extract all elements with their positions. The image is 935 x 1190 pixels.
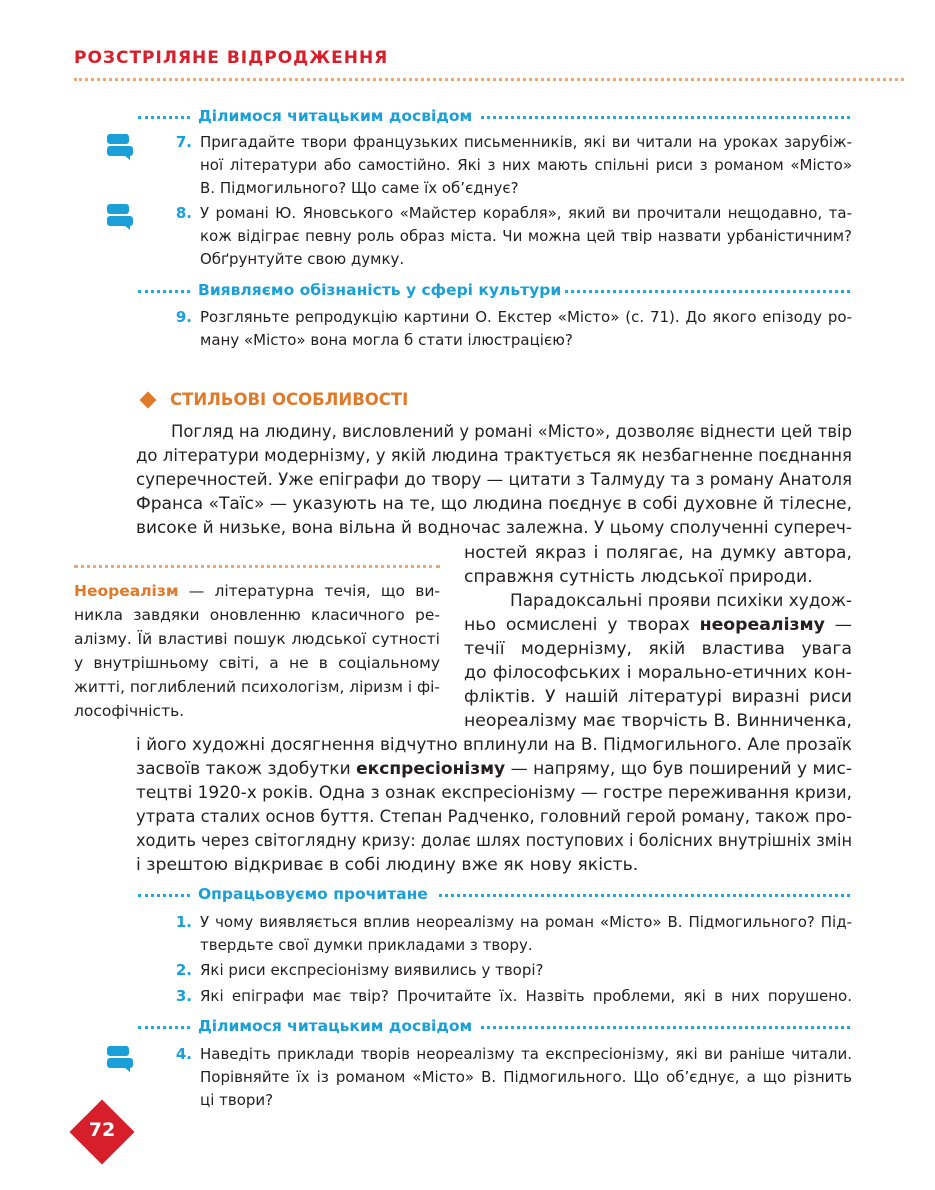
question-number: 4.: [175, 1045, 192, 1063]
definition-term: Неореалізм: [74, 582, 179, 600]
text-line: ходить через світоглядну кризу: долає шлях поступових і болісних внутрішніх змін: [136, 831, 852, 851]
definition-line: [74, 580, 440, 604]
question-line: В. Підмогильного? Що саме їх об’єднує?: [200, 179, 519, 197]
question-number: 2.: [175, 961, 192, 979]
question-line: Розгляньте репродукцію картини О. Екстер «Місто» (с. 71). До якого епізоду ро-: [200, 308, 852, 326]
text-segment: — напряму, що був поширений у мис-: [505, 759, 852, 779]
question-number: 7.: [175, 133, 192, 151]
section-title-share1: Ділимося читацьким досвідом: [190, 107, 480, 125]
section-bar-share1: [138, 107, 850, 127]
text-segment: — літературна течія, що ви-: [178, 582, 440, 600]
question-line: Порівняйте їх із романом «Місто» В. Підмогильного. Що об’єднує, а що різнить: [200, 1068, 852, 1086]
text-line: суперечностей. Уже епіграфи до твору — цитати з Талмуду та з роману Анатоля: [136, 470, 852, 490]
text-line: високе й низьке, вона вільна й водночас залежна. У цьому сполученні супереч-: [136, 518, 852, 538]
text-line: ностей якраз і полягає, на думку автора,: [464, 543, 852, 563]
definition-line: житті, поглиблений психологізм, ліризм і фі-: [74, 678, 440, 696]
definition-line: лософічність.: [74, 702, 185, 720]
question-line: У чому виявляється вплив неореалізму на роман «Місто» В. Підмогильного? Під-: [200, 913, 852, 931]
definition-line: алізму. Їй властиві пошук людської сутності: [74, 630, 440, 648]
definition-line: никла завдяки оновленню класичного ре-: [74, 606, 440, 624]
text-line: течії модернізму, якій властива увага: [464, 639, 852, 659]
question-number: 9.: [175, 308, 192, 326]
section-bar-process: [138, 885, 850, 905]
question-number: 1.: [175, 913, 192, 931]
question-line: Обґрунтуйте свою думку.: [200, 250, 405, 268]
section-title-share2: Ділимося читацьким досвідом: [190, 1017, 480, 1035]
chat-bubble-icon: [104, 131, 134, 161]
definition-line: у внутрішньому світі, а не в соціальному: [74, 654, 440, 672]
question-line: ману «Місто» вона могла б стати ілюстрацією?: [200, 331, 573, 349]
header-divider: [74, 78, 904, 81]
question-number: 8.: [175, 204, 192, 222]
text-line: [464, 613, 852, 637]
text-segment: ньо осмислені у творах: [464, 615, 700, 635]
question-line: Які епіграфи має твір? Прочитайте їх. Назвіть проблеми, які в них порушено.: [200, 987, 852, 1005]
text-line: до філософських і морально-етичних кон-: [464, 663, 852, 683]
section-title-process: Опрацьовуємо прочитане: [190, 885, 436, 903]
text-line: [136, 757, 852, 781]
text-line: і зрештою відкриває в собі людину вже як нову якість.: [136, 855, 639, 875]
text-line: неореалізму має творчість В. Винниченка,: [464, 711, 852, 731]
section-bar-culture: [138, 281, 850, 301]
sidebar-divider: [74, 565, 440, 568]
text-segment: засвоїв також здобутки: [136, 759, 357, 779]
chat-bubble-icon: [104, 1043, 134, 1073]
running-header: РОЗСТРІЛЯНЕ ВІДРОДЖЕННЯ: [74, 48, 389, 68]
question-line: кож відіграє певну роль образ міста. Чи можна цей твір назвати урбаністичним?: [200, 227, 852, 245]
text-segment: —: [824, 615, 852, 635]
text-line: фліктів. У нашій літературі виразні риси: [464, 687, 852, 707]
question-number: 3.: [175, 987, 192, 1005]
text-line: Франса «Таїс» — указують на те, що людина поєднує в собі духовне й тілесне,: [136, 494, 852, 514]
section-heading: СТИЛЬОВІ ОСОБЛИВОСТІ: [170, 390, 409, 409]
section-bar-share2: [138, 1017, 850, 1037]
page-number: 72: [88, 1119, 116, 1141]
term-neorealism: неореалізму: [699, 615, 825, 635]
text-line: Парадоксальні прояви психіки худож-: [510, 591, 852, 611]
question-line: Пригадайте твори французьких письменників, які ви читали на уроках зарубіж-: [200, 133, 852, 151]
question-line: Які риси експресіонізму виявились у творі?: [200, 961, 544, 979]
chat-bubble-icon: [104, 201, 134, 231]
question-line: ці твори?: [200, 1091, 274, 1109]
orange-diamond-icon: [140, 392, 157, 409]
question-line: твердьте свої думки прикладами з твору.: [200, 936, 533, 954]
text-line: і його художні досягнення відчутно вплинули на В. Підмогильного. Але прозаїк: [136, 735, 852, 755]
section-title-culture: Виявляємо обізнаність у сфері культури: [190, 281, 565, 299]
text-line: справжня сутність людської природи.: [464, 567, 813, 587]
text-line: тецтві 1920-х років. Одна з ознак експресіонізму — гостре переживання кризи,: [136, 783, 852, 803]
question-line: У романі Ю. Яновського «Майстер корабля», який ви прочитали нещодавно, та-: [200, 204, 852, 222]
text-line: до літератури модернізму, у якій людина трактується як незбагненне поєднання: [136, 446, 852, 466]
question-line: ної літератури або самостійно. Які з них мають спільні риси з романом «Місто»: [200, 156, 852, 174]
term-expressionism: експресіонізму: [356, 759, 506, 779]
question-line: Наведіть приклади творів неореалізму та експресіонізму, які ви раніше читали.: [200, 1045, 852, 1063]
text-line: Погляд на людину, висловлений у романі «Місто», дозволяє віднести цей твір: [171, 422, 852, 442]
text-line: утрата сталих основ буття. Степан Радченко, головний герой роману, також про-: [136, 807, 852, 827]
